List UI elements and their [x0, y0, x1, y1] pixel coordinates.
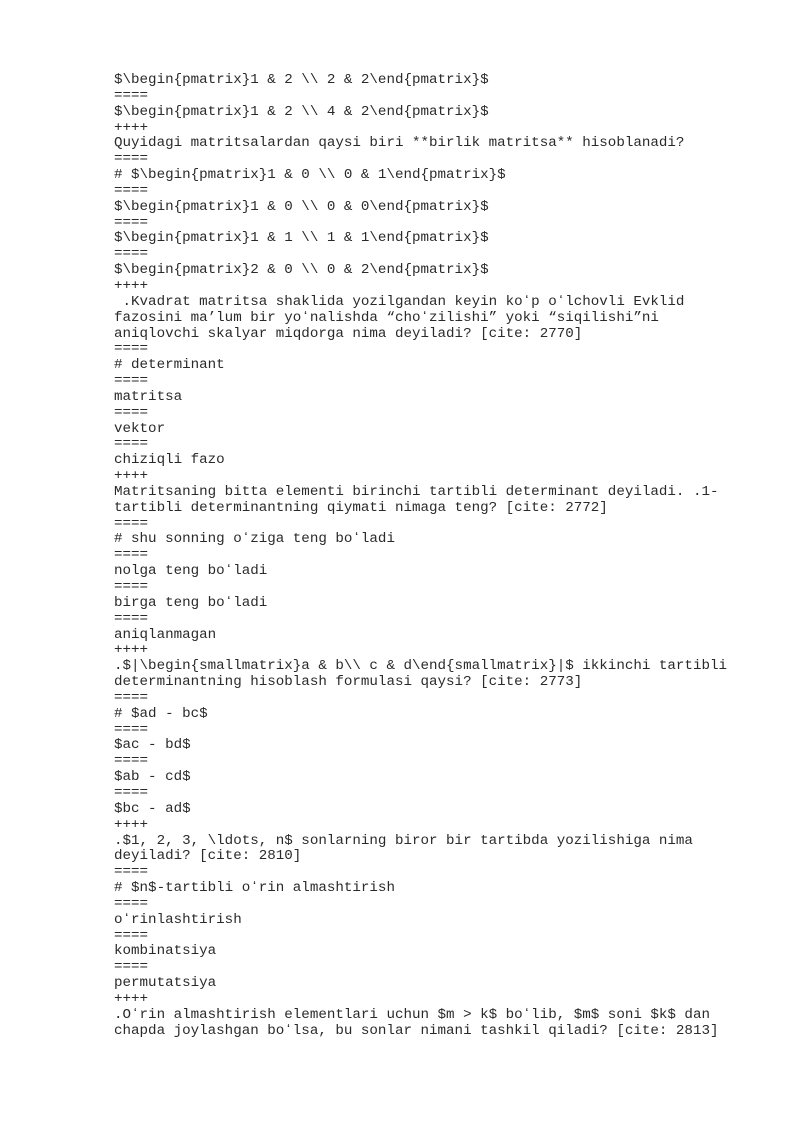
text-line: Matritsaning bitta elementi birinchi tartibli determinant deyiladi. .1-	[114, 483, 719, 500]
option-separator: ====	[114, 436, 149, 453]
document-page	[114, 73, 774, 1039]
text-line: tartibli determinantning qiymati nimaga teng? [cite: 2772]	[114, 499, 608, 516]
option-separator: ====	[114, 579, 149, 595]
option-separator: ====	[114, 151, 149, 168]
option-separator: ====	[114, 895, 149, 912]
text-line: .$|\begin{smallmatrix}a & b\\ c & d\end{smallmatrix}|$ ikkinchi tartibli	[114, 658, 727, 675]
correct-answer-line: # $n$-tartibli oʻrin almashtirish	[114, 880, 395, 897]
option-separator: ====	[114, 784, 149, 801]
text-line: $\begin{pmatrix}2 & 0 \\ 0 & 2\end{pmatrix}$	[114, 262, 489, 279]
text-line: nolga teng boʻladi	[114, 563, 268, 580]
correct-answer-line: # shu sonning oʻziga teng boʻladi	[114, 531, 395, 548]
option-separator: ====	[114, 753, 149, 770]
correct-answer-line: # $\begin{pmatrix}1 & 0 \\ 0 & 1\end{pmatrix}$	[114, 167, 506, 184]
text-line: deyiladi? [cite: 2810]	[114, 848, 302, 865]
correct-answer-line: # $ad - bc$	[114, 705, 208, 722]
text-line: $bc - ad$	[114, 800, 191, 817]
option-separator: ====	[114, 341, 149, 358]
option-separator: ====	[114, 927, 149, 944]
text-line: fazosini ma’lum bir yoʻnalishda “choʻzilishi” yoki “siqilishi”ni	[114, 309, 659, 326]
text-line: determinantning hisoblash formulasi qaysi? [cite: 2773]	[114, 674, 583, 691]
text-line: .Oʻrin almashtirish elementlari uchun $m > k$ boʻlib, $m$ soni $k$ dan	[114, 1006, 710, 1023]
correct-answer-line: # determinant	[114, 357, 225, 374]
option-separator: ====	[114, 214, 149, 231]
text-line: aniqlovchi skalyar miqdorga nima deyiladi? [cite: 2770]	[114, 325, 583, 342]
text-line: $ab - cd$	[114, 769, 191, 786]
text-line: kombinatsiya	[114, 943, 217, 960]
option-separator: ====	[114, 373, 149, 390]
text-line: $\begin{pmatrix}1 & 0 \\ 0 & 0\end{pmatrix}$	[114, 198, 489, 215]
text-line: chapda joylashgan boʻlsa, bu sonlar nimani tashkil qiladi? [cite: 2813]	[114, 1022, 719, 1039]
text-line: $ac - bd$	[114, 737, 191, 754]
text-line: vektor	[114, 420, 166, 437]
question-separator: ++++	[114, 277, 149, 294]
option-separator: ====	[114, 610, 149, 627]
question-separator: ++++	[114, 119, 149, 136]
option-separator: ====	[114, 246, 149, 263]
text-line: matritsa	[114, 388, 183, 405]
text-line: permutatsiya	[114, 975, 217, 992]
text-line: $\begin{pmatrix}1 & 1 \\ 1 & 1\end{pmatrix}$	[114, 230, 489, 247]
text-line: .Kvadrat matritsa shaklida yozilgandan keyin koʻp oʻlchovli Evklid	[114, 293, 685, 310]
option-separator: ====	[114, 721, 149, 738]
option-separator: ====	[114, 547, 149, 564]
question-separator: ++++	[114, 642, 149, 659]
option-separator: ====	[114, 515, 149, 532]
option-separator: ====	[114, 959, 149, 976]
text-line: chiziqli fazo	[114, 452, 225, 469]
option-separator: ====	[114, 404, 149, 421]
text-line: $\begin{pmatrix}1 & 2 \\ 4 & 2\end{pmatrix}$	[114, 103, 489, 120]
option-separator: ====	[114, 182, 149, 199]
option-separator: ====	[114, 87, 149, 104]
text-line: aniqlanmagan	[114, 626, 217, 643]
text-line: $\begin{pmatrix}1 & 2 \\ 2 & 2\end{pmatrix}$	[114, 72, 489, 88]
question-separator: ++++	[114, 468, 149, 485]
question-separator: ++++	[114, 816, 149, 833]
text-line: birga teng boʻladi	[114, 594, 268, 611]
text-line: Quyidagi matritsalardan qaysi biri **birlik matritsa** hisoblanadi?	[114, 135, 685, 152]
option-separator: ====	[114, 864, 149, 881]
option-separator: ====	[114, 689, 149, 706]
text-line: .$1, 2, 3, \ldots, n$ sonlarning biror bir tartibda yozilishiga nima	[114, 832, 693, 849]
text-line: oʻrinlashtirish	[114, 911, 242, 928]
question-separator: ++++	[114, 990, 149, 1007]
